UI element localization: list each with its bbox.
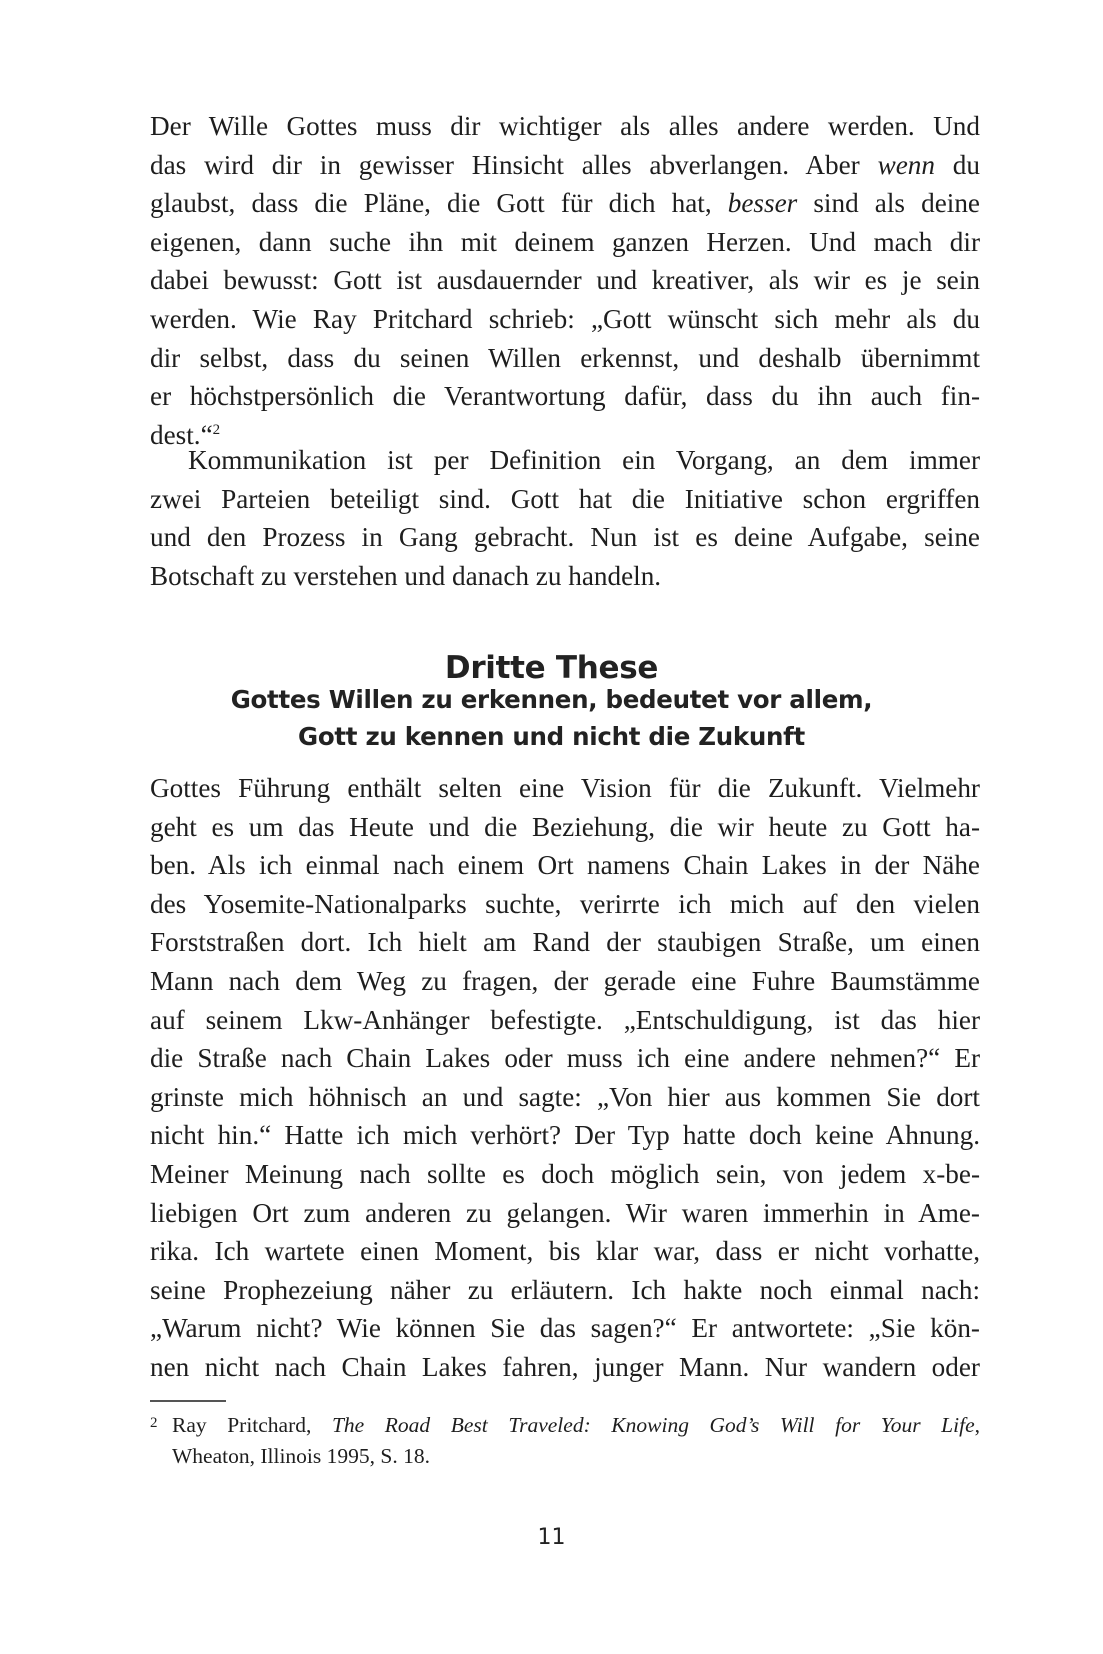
text-line: er höchstpersönlich die Verantwortung dafür, dass du ihn auch fin-	[150, 381, 980, 412]
text-run: sind als deine	[797, 188, 980, 219]
paragraph-3	[150, 769, 980, 1387]
text-line: seine Prophezeiung näher zu erläutern. Ich hakte noch einmal nach:	[150, 1274, 980, 1305]
page-number: 11	[537, 1525, 566, 1550]
text-line: Meiner Meinung nach sollte es doch möglich sein, von jedem x-be-	[150, 1158, 980, 1189]
paragraph-2	[150, 441, 980, 595]
emphasis-run: wenn	[877, 149, 935, 180]
footnote-line: Wheaton, Illinois 1995, S. 18.	[172, 1444, 430, 1468]
footnote-author: Ray Pritchard,	[172, 1413, 332, 1437]
section-heading: Dritte These	[444, 650, 659, 686]
text-line: und den Prozess in Gang gebracht. Nun ist es deine Aufgabe, seine	[150, 522, 980, 553]
text-line: Forststraßen dort. Ich hielt am Rand der staubigen Straße, um einen	[150, 927, 980, 958]
text-line: geht es um das Heute und die Beziehung, die wir heute zu Gott ha-	[150, 811, 980, 842]
text-line: Der Wille Gottes muss dir wichtiger als alles andere werden. Und	[150, 111, 980, 141]
text-run: du	[934, 149, 980, 180]
emphasis-run: besser	[727, 188, 798, 219]
text-line: grinste mich höhnisch an und sagte: „Von hier aus kommen Sie dort	[150, 1081, 980, 1112]
footnote-number: 2	[150, 1415, 158, 1431]
paragraph-1	[150, 107, 980, 454]
footnote-book-title: The Road Best Traveled: Knowing God’s Will for Your Life	[331, 1413, 975, 1437]
text-line: eigenen, dann suche ihn mit deinem ganzen Herzen. Und mach dir	[150, 226, 980, 257]
text-line: liebigen Ort zum anderen zu gelangen. Wir waren immerhin in Ame-	[150, 1197, 980, 1228]
footnote-reference[interactable]: 2	[212, 421, 221, 438]
text-line: dabei bewusst: Gott ist ausdauernder und kreativer, als wir es je sein	[150, 265, 980, 296]
footnote-separator	[150, 1400, 226, 1402]
text-line: nicht hin.“ Hatte ich mich verhört? Der Typ hatte doch keine Ahnung.	[150, 1120, 980, 1151]
section-subheading-line-1: Gottes Willen zu erkennen, bedeutet vor allem,	[230, 685, 873, 714]
text-run: glaubst, dass die Pläne, die Gott für dich hat,	[150, 188, 728, 219]
text-line: auf seinem Lkw-Anhänger befestigte. „Entschuldigung, ist das hier	[150, 1004, 980, 1035]
text-line: die Straße nach Chain Lakes oder muss ich eine andere nehmen?“ Er	[150, 1043, 980, 1074]
text-line: Mann nach dem Weg zu fragen, der gerade eine Fuhre Baumstämme	[150, 965, 980, 996]
text-line	[150, 184, 980, 223]
text-line: des Yosemite-Nationalparks suchte, verirrte ich mich auf den vielen	[150, 888, 980, 919]
text-line: Botschaft zu verstehen und danach zu handeln.	[150, 560, 662, 591]
footnote-punctuation: ,	[974, 1413, 980, 1437]
text-line: rika. Ich wartete einen Moment, bis klar war, dass er nicht vorhatte,	[150, 1236, 980, 1267]
text-line: Gottes Führung enthält selten eine Vision für die Zukunft. Vielmehr	[150, 773, 980, 803]
text-line: nen nicht nach Chain Lakes fahren, junger Mann. Nur wandern oder	[150, 1351, 980, 1382]
text-line: Kommunikation ist per Definition ein Vorgang, an dem immer	[188, 445, 980, 475]
text-line: „Warum nicht? Wie können Sie das sagen?“ Er antwortete: „Sie kön-	[150, 1313, 980, 1344]
text-line: dir selbst, dass du seinen Willen erkennst, und deshalb übernimmt	[150, 342, 980, 373]
text-line: zwei Parteien beteiligt sind. Gott hat die Initiative schon ergriffen	[150, 483, 980, 514]
text-run: dest.“	[150, 419, 213, 450]
footnote	[150, 1410, 980, 1472]
text-line: werden. Wie Ray Pritchard schrieb: „Gott wünscht sich mehr als du	[150, 303, 980, 334]
section-subheading-line-2: Gott zu kennen und nicht die Zukunft	[298, 722, 805, 751]
text-run: das wird dir in gewisser Hinsicht alles abverlangen. Aber	[150, 149, 878, 180]
text-line	[150, 146, 980, 185]
text-line: ben. Als ich einmal nach einem Ort namens Chain Lakes in der Nähe	[150, 850, 980, 881]
footnote-line	[150, 1410, 980, 1441]
